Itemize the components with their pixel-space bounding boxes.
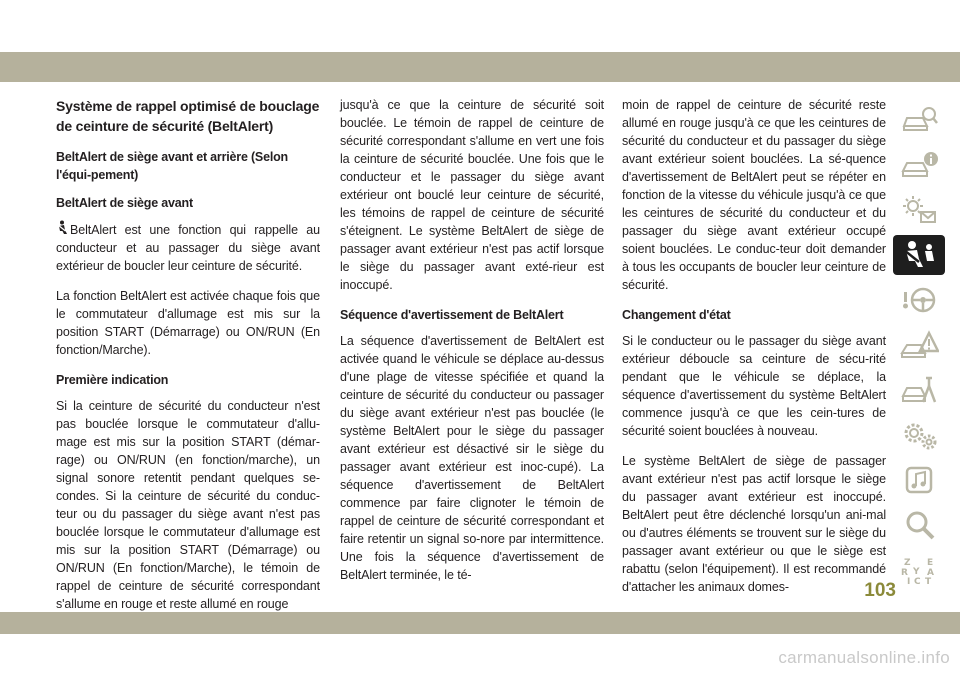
paragraph: jusqu'à ce que la ceinture de sécurité soit bouclée. Le témoin de rappel de ceinture de sécurité correspondant s'allume en vert une fois la ceinture de sécurité bouclée. Une fois que le conducteur et le passager du siège avant extérieur ont bouclé leur ceinture de sécurité, les témoins de rappel de ceinture de sécurité s'éteignent. Le système BeltAlert de siège de passager avant extérieur n'est pas actif lorsque le siège du passager avant exté-rieur est inoccupé.: [340, 98, 604, 292]
service-tools-icon: [899, 374, 939, 406]
tab-service[interactable]: [893, 370, 945, 410]
subsection-heading: Première indication: [56, 373, 169, 387]
svg-text:T: T: [925, 577, 932, 586]
paragraph: moin de rappel de ceinture de sécurité reste allumé en rouge jusqu'à ce que les ceintures de sécurité du conducteur et du passager du siège avant extérieur soient bouclées. La sé-quence d'avertissement de BeltAlert peut se répéter en fonction de la vitesse du véhicule jusqu'à ce que les ceintures de sécurité du conducteur et du passager du siège avant extérieur occupé soient bouclées. Le conduc-teur doit demander à tous les occupants de boucler leur ceinture de sécurité.: [622, 98, 886, 292]
warning-lights-message-icon: [899, 194, 939, 226]
language-index-icon: [899, 554, 939, 586]
car-info-icon: [899, 149, 939, 181]
subsection-heading: Changement d'état: [622, 308, 731, 322]
top-margin: [0, 0, 960, 52]
paragraph: Si la ceinture de sécurité du conducteur n'est pas bouclée lorsque le commutateur d'allu-mage est mis sur la position START (démar-rage) ou ON/RUN (en fonction/marche), un signal sonore retentit pendant quelques se-condes. Si la ceinture de sécurité du conduc-teur ou du passager du siège avant n'est pas bouclée lorsque le commutateur d'allumage est mis sur la position START (Démarrage) ou ON/RUN (En fonction/Marche), le témoin de rappel de ceinture de sécurité correspondant s'allume en rouge et reste allumé en rouge: [56, 399, 320, 611]
column-1: [56, 96, 320, 613]
tab-language-index[interactable]: [893, 550, 945, 590]
car-search-icon: [899, 104, 939, 136]
chapter-tabs: [893, 100, 945, 595]
paragraph: Le système BeltAlert de siège de passager avant extérieur n'est pas actif lorsque le siège du passager avant extérieur est inoccupé. BeltAlert peut être déclenché lorsqu'un ani-mal ou d'autres éléments se trouvent sur le siège du passager avant extérieur ou que le siège est rabattu (selon l'équipement). Il est recommandé d'attacher les animaux domes-: [622, 454, 886, 594]
subsection-heading: BeltAlert de siège avant: [56, 196, 193, 210]
paragraph: La fonction BeltAlert est activée chaque fois que le commutateur d'allumage est mis sur la position START (Démarrage) ou ON/RUN (En fonction/Marche).: [56, 289, 320, 357]
tab-car-search[interactable]: [893, 100, 945, 140]
tab-settings[interactable]: [893, 415, 945, 455]
tab-seatbelt-airbag[interactable]: [893, 235, 945, 275]
header-band: [0, 52, 960, 82]
section-subtitle: BeltAlert de siège avant et arrière (Selon l'équi-pement): [56, 150, 288, 182]
tab-steering-wheel[interactable]: [893, 280, 945, 320]
svg-text:C: C: [914, 577, 921, 586]
tab-car-info[interactable]: [893, 145, 945, 185]
page-number: 103: [864, 580, 896, 601]
tab-media[interactable]: [893, 460, 945, 500]
watermark: carmanualsonline.info: [778, 648, 950, 667]
media-music-icon: [899, 464, 939, 496]
paragraph: La séquence d'avertissement de BeltAlert est activée quand le véhicule se déplace au-dessus d'une plage de vitesse spécifiée et quand la ceinture de sécurité du conducteur ou passager du siège avant extérieur n'est pas bouclée (le système BeltAlert pour le siège du passager avant extérieur est désactivé sir le siège du passager avant extérieur est inoc-cupé). La séquence d'avertissement de BeltAlert commence par faire clignoter le témoin de rappel de ceinture de sécurité correspondant et faire retentir un signal so-nore par intermittence. Une fois la séquence d'avertissement de BeltAlert terminée, le té-: [340, 334, 604, 582]
svg-text:A: A: [927, 568, 934, 578]
svg-text:Z: Z: [904, 558, 911, 568]
seatbelt-warning-icon: [56, 220, 68, 236]
subsection-heading: Séquence d'avertissement de BeltAlert: [340, 308, 564, 322]
tab-warning-lights[interactable]: [893, 190, 945, 230]
paragraph: Si le conducteur ou le passager du siège avant extérieur déboucle sa ceinture de sécu-rité pendant que le véhicule se déplace, la séquence d'avertissement du système BeltAlert commence jusqu'à ce que les cein-tures de sécurité soient bouclées à nouveau.: [622, 334, 886, 438]
tab-emergency[interactable]: [893, 325, 945, 365]
column-2: [340, 96, 604, 584]
settings-gears-icon: [899, 419, 939, 451]
svg-text:I: I: [907, 577, 911, 586]
steering-wheel-icon: [899, 284, 939, 316]
footer-band: [0, 612, 960, 634]
svg-text:Y: Y: [913, 567, 920, 577]
seatbelt-airbag-icon: [899, 239, 939, 271]
svg-text:E: E: [927, 558, 934, 568]
svg-text:R: R: [901, 568, 908, 578]
tab-search[interactable]: [893, 505, 945, 545]
paragraph: BeltAlert est une fonction qui rappelle au conducteur et au passager du siège avant extérieur de boucler leur ceinture de sécurité.: [56, 223, 320, 273]
emergency-triangle-icon: [899, 329, 939, 361]
section-title: Système de rappel optimisé de bouclage de ceinture de sécurité (BeltAlert): [56, 98, 320, 134]
column-3: [622, 96, 886, 596]
search-index-icon: [899, 509, 939, 541]
